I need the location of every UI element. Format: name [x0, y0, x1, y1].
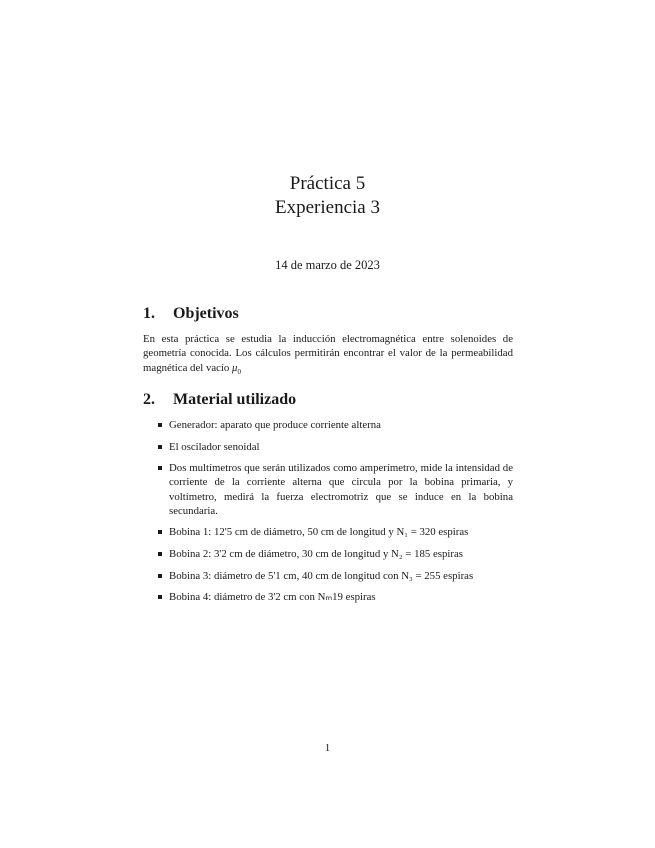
list-item-text: El oscilador senoidal: [169, 440, 260, 453]
list-item: [158, 547, 513, 561]
objetivos-text: En esta práctica se estudia la inducción electromagnética entre solenoides de geometría conocida. Los cálculos permitirán encontrar el valor de la permeabilidad magnética del vacío: [143, 333, 513, 374]
section-title: Material utilizado: [173, 391, 297, 408]
title-line-1: Práctica 5: [289, 173, 366, 194]
list-item: [158, 461, 513, 517]
section-title: Objetivos: [173, 305, 239, 322]
bullet-icon: [158, 445, 162, 449]
bullet-icon: [158, 574, 162, 578]
list-item-text: Dos multímetros que serán utilizados como amperímetro, mide la intensidad de corriente de la corriente alterna que circula por la bobina primaria, y voltímetro, medirá la fuerza electromotriz que se induce en la bobina secundaria.: [169, 462, 513, 517]
list-item: [158, 569, 513, 583]
section-heading-objetivos: [143, 305, 239, 323]
list-item: [158, 440, 513, 454]
bullet-icon: [158, 423, 162, 427]
section-number: 1.: [143, 305, 155, 322]
page-number: 1: [324, 742, 331, 754]
section-number: 2.: [143, 391, 155, 408]
bullet-icon: [158, 595, 162, 599]
objetivos-paragraph: [143, 332, 513, 379]
mu-subscript: 0: [237, 367, 241, 376]
bullet-icon: [158, 530, 162, 534]
bullet-icon: [158, 466, 162, 470]
list-item-text: Bobina 2: 3'2 cm de diámetro, 30 cm de longitud y N₂ = 185 espiras: [169, 548, 463, 561]
list-item: [158, 525, 513, 539]
document-date: 14 de marzo de 2023: [275, 258, 380, 272]
mu-symbol: μ: [232, 361, 238, 374]
section-heading-material: [143, 391, 296, 409]
bullet-icon: [158, 552, 162, 556]
list-item-text: Bobina 1: 12'5 cm de diámetro, 50 cm de longitud y N₁ = 320 espiras: [169, 526, 469, 539]
mu-zero-symbol: [232, 362, 241, 374]
list-item: [158, 418, 513, 432]
list-item-text: Generador: aparato que produce corriente alterna: [169, 419, 381, 431]
title-line-2: Experiencia 3: [275, 197, 380, 218]
list-item: [158, 590, 513, 604]
material-list: [158, 418, 513, 612]
list-item-text: Bobina 3: diámetro de 5'1 cm, 40 cm de longitud con N₃ = 255 espiras: [169, 569, 474, 582]
list-item-text: Bobina 4: diámetro de 3'2 cm con Nₘ19 espiras: [169, 591, 376, 604]
title-block: [0, 172, 655, 220]
